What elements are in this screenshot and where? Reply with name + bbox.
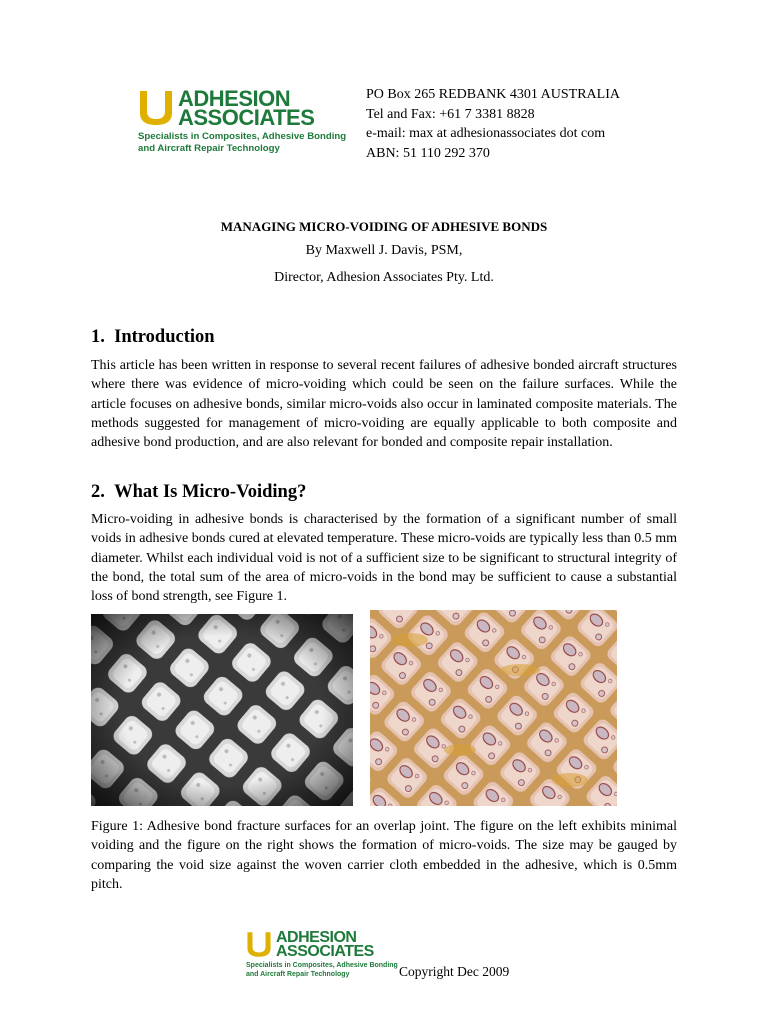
contact-phone: Tel and Fax: +61 7 3381 8828: [366, 106, 535, 122]
section-heading-micro-voiding: 2. What Is Micro-Voiding?: [91, 482, 307, 502]
figure-caption: Figure 1: Adhesive bond fracture surfaces for an overlap joint. The figure on the left exhibits minimal voiding and the figure on the right shows the formation of micro-voids. The size may be gauged by comparing the void size against the woven carrier cloth embedded in the adhesive, which is 0.5mm pitch.: [91, 819, 677, 892]
fracture-surface-photo-minimal-voiding: [91, 614, 353, 806]
introduction-paragraph: This article has been written in response to several recent failures of adhesive bonded aircraft structures where there was evidence of micro-voiding which could be seen on the failure surfaces. While the article focuses on adhesive bonds, similar micro-voids also occur in laminated composite materials. The methods suggested for management of micro-voiding are equally applicable to both composite and adhesive bond production, and are also relevant for bonded and composite repair installation.: [91, 358, 677, 451]
logo-wordmark-line1: ADHESION: [276, 929, 357, 946]
contact-abn: ABN: 51 110 292 370: [366, 145, 490, 161]
section-heading-introduction: 1. Introduction: [91, 327, 215, 347]
logo-tagline-line2: and Aircraft Repair Technology: [138, 142, 280, 154]
contact-address: PO Box 265 REDBANK 4301 AUSTRALIA: [366, 87, 620, 102]
logo-tagline: [138, 131, 346, 154]
logo-mark-icon: [138, 91, 174, 125]
company-logo: [138, 86, 347, 158]
contact-email: e-mail: max at adhesionassociates dot com: [366, 126, 606, 141]
logo-tagline-line1: Specialists in Composites, Adhesive Bonding: [246, 962, 398, 969]
logo-mark-icon: [246, 932, 272, 957]
document-title: MANAGING MICRO-VOIDING OF ADHESIVE BONDS: [220, 219, 548, 234]
logo-wordmark-line2: ASSOCIATES: [276, 943, 374, 960]
fracture-surface-photo-micro-voids: [370, 610, 617, 806]
company-logo-footer: [246, 930, 396, 982]
logo-tagline: [246, 962, 398, 979]
logo-wordmark-line1: ADHESION: [178, 86, 291, 111]
copyright-notice: Copyright Dec 2009: [399, 964, 510, 979]
document-author: By Maxwell J. Davis, PSM,: [305, 243, 463, 258]
micro-voiding-paragraph: Micro-voiding in adhesive bonds is characterised by the formation of a significant number of small voids in adhesive bonds cured at elevated temperature. These micro-voids are typically less than 0.5 mm diameter. Whilst each individual void is not of a sufficient size to be significant to structural integrity of the bond, the total sum of the area of micro-voids in the bond may be sufficient to cause a substantial loss of bond strength, see Figure 1.: [91, 512, 677, 605]
contact-block: [366, 85, 620, 163]
logo-tagline-line2: and Aircraft Repair Technology: [246, 970, 350, 978]
author-role: Director, Adhesion Associates Pty. Ltd.: [274, 270, 494, 285]
logo-tagline-line1: Specialists in Composites, Adhesive Bonding: [138, 131, 347, 142]
logo-wordmark-line2: ASSOCIATES: [178, 105, 315, 130]
